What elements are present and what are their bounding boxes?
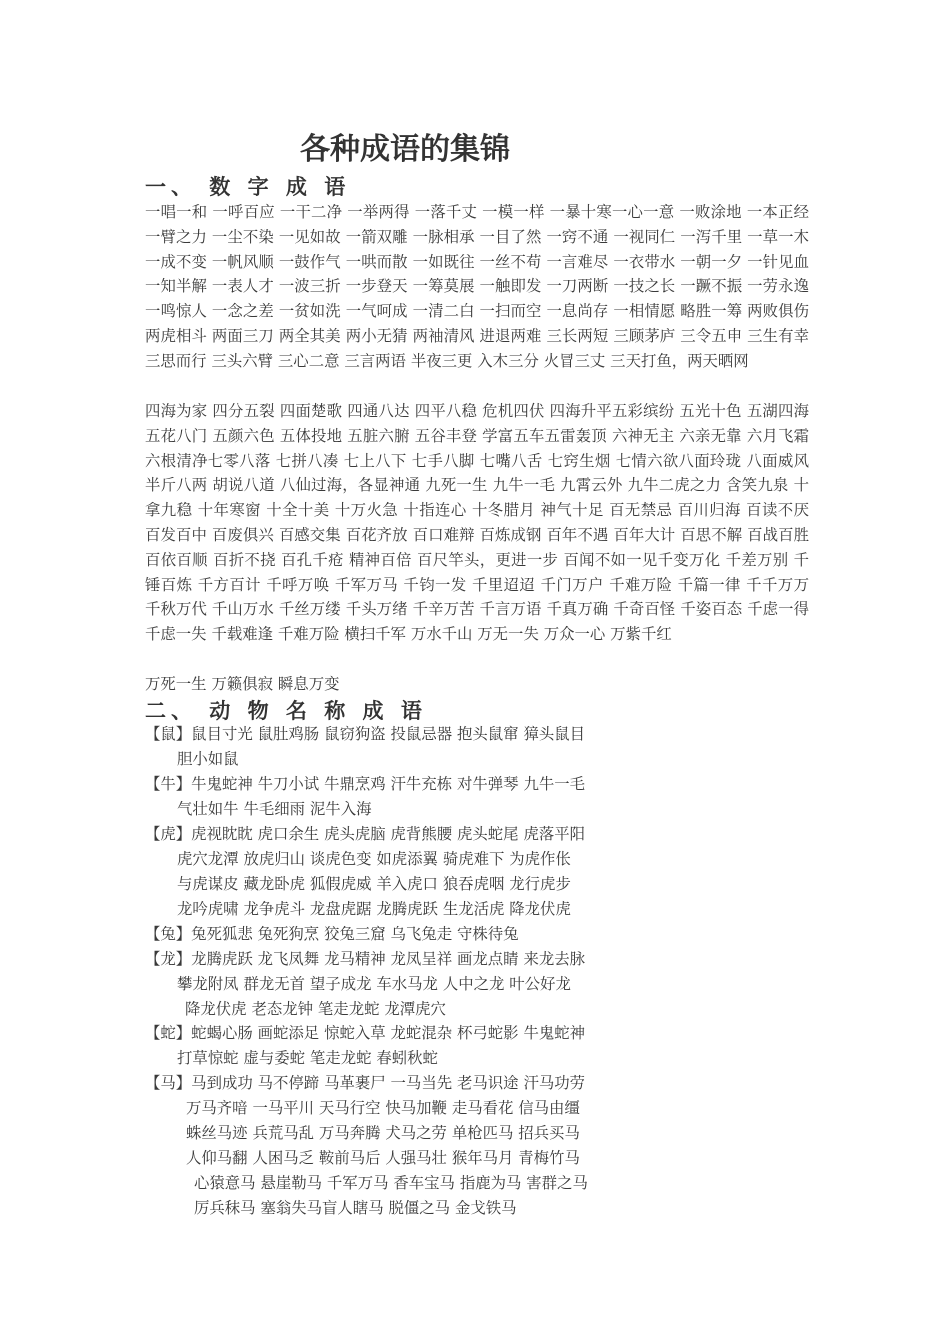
animal-line: 【蛇】蛇蝎心肠 画蛇添足 惊蛇入草 龙蛇混杂 杯弓蛇影 牛鬼蛇神 — [145, 1024, 586, 1042]
animal-line: 虎穴龙潭 放虎归山 谈虎色变 如虎添翼 骑虎难下 为虎作伥 — [177, 850, 571, 868]
animal-line: 与虎谋皮 藏龙卧虎 狐假虎威 羊入虎口 狼吞虎咽 龙行虎步 — [177, 875, 571, 893]
animal-group-horse — [145, 1071, 645, 1221]
animal-line: 【牛】牛鬼蛇神 牛刀小试 牛鼎烹鸡 汗牛充栋 对牛弹琴 九牛一毛 — [145, 775, 586, 793]
number-idioms-paragraph: 万死一生 万籁俱寂 瞬息万变 — [145, 675, 340, 693]
animal-line: 【鼠】鼠目寸光 鼠肚鸡肠 鼠窃狗盗 投鼠忌器 抱头鼠窜 獐头鼠目 — [145, 725, 586, 743]
number-idioms-paragraph: 一唱一和 一呼百应 一干二净 一举两得 一落千丈 一模一样 一暴十寒一心一意 一败涂地 一本正经 一臂之力 一尘不染 一见如故 一箭双雕 一脉相承 一目了然 一窍不通 一视同仁 一泻千里 一草一木 一成不变 一帆风顺 一鼓作气 一哄而散 一如既往 一丝不苟 一言难尽 一衣带水 一朝一夕 一针见血 一知半解 一表人才 一波三折 一步登天 一筹莫展 一触即发 一刀两断 一技之长 一蹶不振 一劳永逸 一鸣惊人 一念之差 一贫如洗 一气呵成 一清二白 一扫而空 一息尚存 一相情愿 略胜一筹 两败俱伤 两虎相斗 两面三刀 两全其美 两小无猜 两袖清风 进退两难 三长两短 三顾茅庐 三令五申 三生有幸 三思而行 三头六臂 三心二意 三言两语 半夜三更 入木三分 火冒三丈 三天打鱼，两天晒网 — [145, 203, 809, 370]
animal-group-dragon — [145, 947, 645, 1022]
animal-line: 【兔】兔死狐悲 兔死狗烹 狡兔三窟 乌飞兔走 守株待兔 — [145, 925, 519, 943]
animal-line: 厉兵秣马 塞翁失马盲人瞎马 脱僵之马 金戈铁马 — [194, 1199, 517, 1217]
section-heading-number-idioms: 一、 数 字 成 语 — [145, 175, 351, 199]
animal-group-tiger — [145, 822, 645, 922]
animal-group-rabbit — [145, 922, 645, 947]
animal-group-rat — [145, 722, 645, 772]
animal-line: 【虎】虎视眈眈 虎口余生 虎头虎脑 虎背熊腰 虎头蛇尾 虎落平阳 — [145, 825, 586, 843]
section-heading-animal-idioms: 二、 动 物 名 称 成 语 — [145, 699, 427, 723]
animal-line: 龙吟虎啸 龙争虎斗 龙盘虎踞 龙腾虎跃 生龙活虎 降龙伏虎 — [177, 900, 571, 918]
animal-line: 【龙】龙腾虎跃 龙飞凤舞 龙马精神 龙凤呈祥 画龙点睛 来龙去脉 — [145, 950, 586, 968]
animal-line: 万马齐喑 一马平川 天马行空 快马加鞭 走马看花 信马由缰 — [186, 1099, 580, 1117]
animal-line: 蛛丝马迹 兵荒马乱 万马奔腾 犬马之劳 单枪匹马 招兵买马 — [186, 1124, 580, 1142]
animal-group-ox — [145, 772, 645, 822]
animal-line: 降龙伏虎 老态龙钟 笔走龙蛇 龙潭虎穴 — [185, 1000, 446, 1018]
animal-line: 心猿意马 悬崖勒马 千军万马 香车宝马 指鹿为马 害群之马 — [194, 1174, 588, 1192]
animal-line: 攀龙附凤 群龙无首 望子成龙 车水马龙 人中之龙 叶公好龙 — [177, 975, 571, 993]
animal-group-snake — [145, 1021, 645, 1071]
animal-line: 气壮如牛 牛毛细雨 泥牛入海 — [177, 800, 372, 818]
animal-line: 胆小如鼠 — [177, 750, 239, 768]
number-idioms-paragraph: 四海为家 四分五裂 四面楚歌 四通八达 四平八稳 危机四伏 四海升平五彩缤纷 五光十色 五湖四海 五花八门 五颜六色 五体投地 五脏六腑 五谷丰登 学富五车五雷轰顶 六神无主 六亲无靠 六月飞霜 六根清净七零八落 七拼八凑 七上八下 七手八脚 七嘴八舌 七窍生烟 七情六欲八面玲珑 八面威风 半斤八两 胡说八道 八仙过海，各显神通 九死一生 九牛一毛 九霄云外 九牛二虎之力 含笑九泉 十拿九稳 十年寒窗 十全十美 十万火急 十指连心 十冬腊月 神气十足 百无禁忌 百川归海 百读不厌 百发百中 百废俱兴 百感交集 百花齐放 百口难辩 百炼成钢 百年不遇 百年大计 百思不解 百战百胜 百依百顺 百折不挠 百孔千疮 精神百倍 百尺竿头，更进一步 百闻不如一见千变万化 千差万别 千锤百炼 千方百计 千呼万唤 千军万马 千钧一发 千里迢迢 千门万户 千难万险 千篇一律 千千万万 千秋万代 千山万水 千丝万缕 千头万绪 千辛万苦 千言万语 千真万确 千奇百怪 千姿百态 千虑一得 千虑一失 千载难逢 千难万险 横扫千军 万水千山 万无一失 万众一心 万紫千红 — [145, 402, 809, 644]
animal-line: 人仰马翻 人困马乏 鞍前马后 人强马壮 猴年马月 青梅竹马 — [186, 1149, 580, 1167]
animal-line: 打草惊蛇 虚与委蛇 笔走龙蛇 春蚓秋蛇 — [177, 1049, 438, 1067]
document-title: 各种成语的集锦 — [300, 132, 510, 167]
animal-line: 【马】马到成功 马不停蹄 马革裹尸 一马当先 老马识途 汗马功劳 — [145, 1074, 586, 1092]
